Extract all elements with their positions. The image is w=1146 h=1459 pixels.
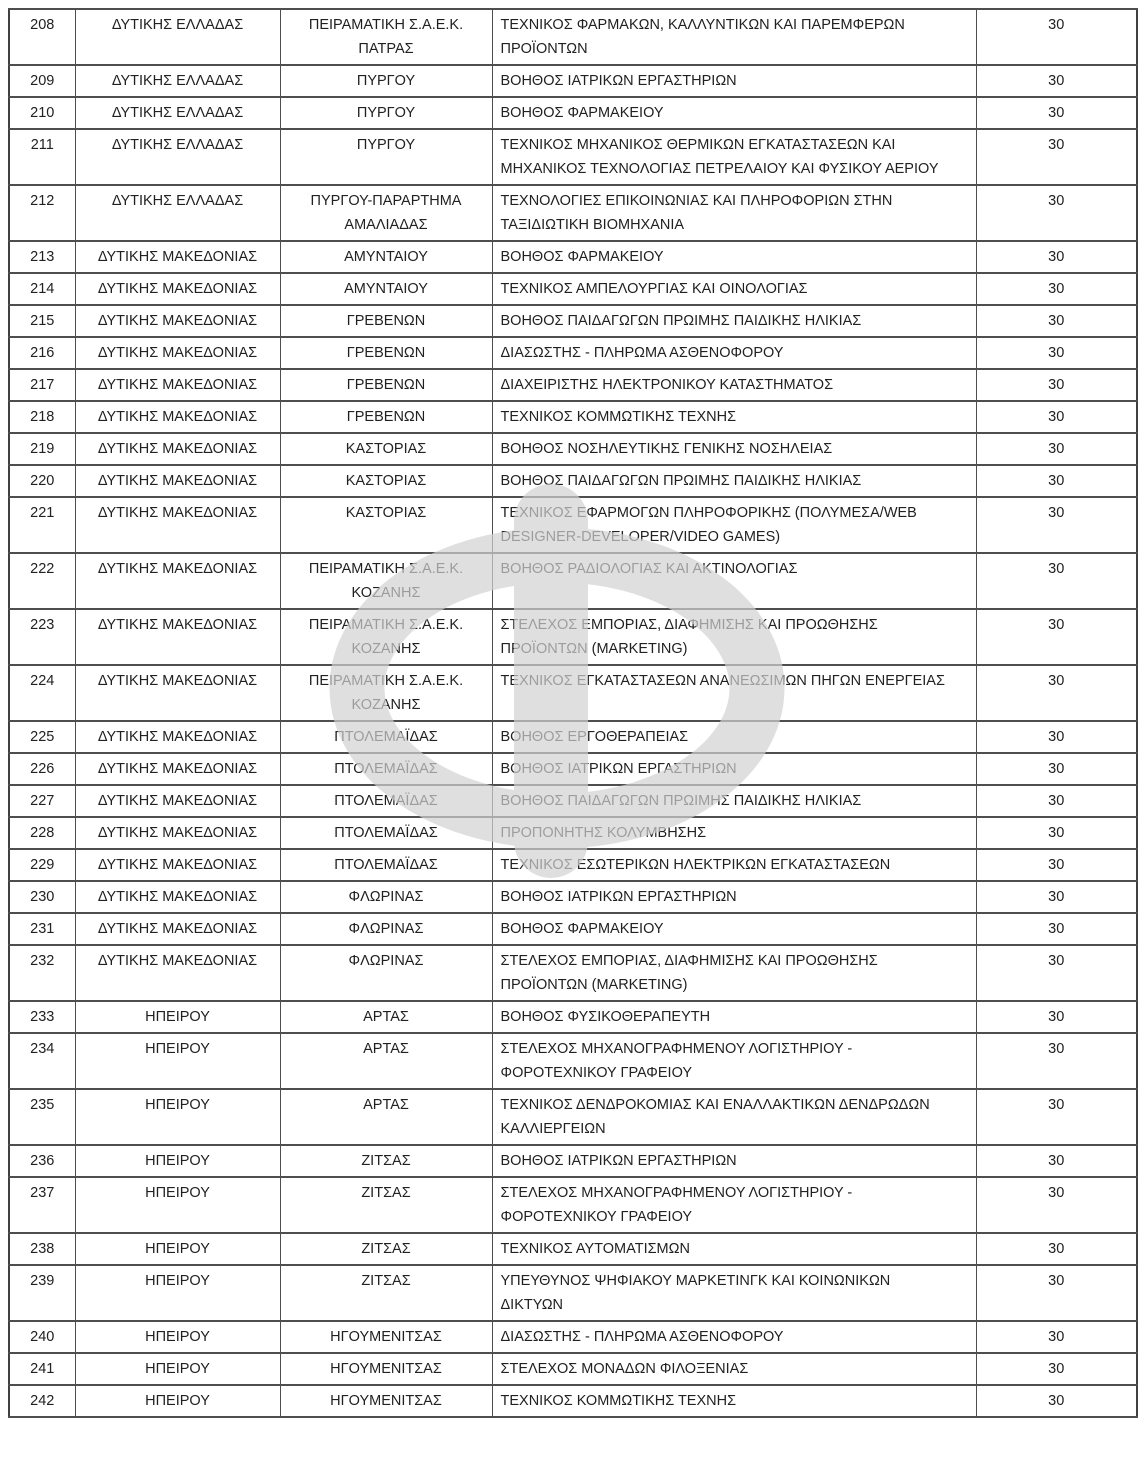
row-number-cell: 234 — [9, 1033, 75, 1089]
specialty-cell: ΤΕΧΝΙΚΟΣ ΕΦΑΡΜΟΓΩΝ ΠΛΗΡΟΦΟΡΙΚΗΣ (ΠΟΛΥΜΕΣΑ/WEB DESIGNER-DEVELOPER/VIDEO GAMES) — [492, 497, 976, 553]
specialty-cell: ΤΕΧΝΙΚΟΣ ΜΗΧΑΝΙΚΟΣ ΘΕΡΜΙΚΩΝ ΕΓΚΑΤΑΣΤΑΣΕΩΝ ΚΑΙ ΜΗΧΑΝΙΚΟΣ ΤΕΧΝΟΛΟΓΙΑΣ ΠΕΤΡΕΛΑΙΟΥ ΚΑΙ ΦΥΣΙΚΟΥ ΑΕΡΙΟΥ — [492, 129, 976, 185]
seats-cell: 30 — [976, 1033, 1137, 1089]
seats-cell: 30 — [976, 785, 1137, 817]
specialty-cell: ΤΕΧΝΙΚΟΣ ΔΕΝΔΡΟΚΟΜΙΑΣ ΚΑΙ ΕΝΑΛΛΑΚΤΙΚΩΝ ΔΕΝΔΡΩΔΩΝ ΚΑΛΛΙΕΡΓΕΙΩΝ — [492, 1089, 976, 1145]
row-number-cell: 241 — [9, 1353, 75, 1385]
training-unit-cell: ΠΤΟΛΕΜΑΪΔΑΣ — [280, 849, 492, 881]
region-cell: ΔΥΤΙΚΗΣ ΜΑΚΕΔΟΝΙΑΣ — [75, 849, 280, 881]
row-number-cell: 213 — [9, 241, 75, 273]
training-unit-cell: ΠΤΟΛΕΜΑΪΔΑΣ — [280, 721, 492, 753]
region-cell: ΔΥΤΙΚΗΣ ΜΑΚΕΔΟΝΙΑΣ — [75, 721, 280, 753]
specialty-cell: ΒΟΗΘΟΣ ΦΑΡΜΑΚΕΙΟΥ — [492, 241, 976, 273]
seats-cell: 30 — [976, 273, 1137, 305]
training-unit-cell: ΠΕΙΡΑΜΑΤΙΚΗ Σ.Α.Ε.Κ. ΚΟΖΑΝΗΣ — [280, 609, 492, 665]
seats-cell: 30 — [976, 817, 1137, 849]
training-unit-cell: ΖΙΤΣΑΣ — [280, 1265, 492, 1321]
training-unit-cell: ΑΡΤΑΣ — [280, 1089, 492, 1145]
saek-specialties-table — [8, 8, 1138, 1418]
training-unit-cell: ΠΕΙΡΑΜΑΤΙΚΗ Σ.Α.Ε.Κ. ΠΑΤΡΑΣ — [280, 9, 492, 65]
specialty-cell: ΔΙΑΧΕΙΡΙΣΤΗΣ ΗΛΕΚΤΡΟΝΙΚΟΥ ΚΑΤΑΣΤΗΜΑΤΟΣ — [492, 369, 976, 401]
specialty-cell: ΒΟΗΘΟΣ ΦΥΣΙΚΟΘΕΡΑΠΕΥΤΗ — [492, 1001, 976, 1033]
specialty-cell: ΣΤΕΛΕΧΟΣ ΜΗΧΑΝΟΓΡΑΦΗΜΕΝΟΥ ΛΟΓΙΣΤΗΡΙΟΥ - ΦΟΡΟΤΕΧΝΙΚΟΥ ΓΡΑΦΕΙΟΥ — [492, 1177, 976, 1233]
region-cell: ΗΠΕΙΡΟΥ — [75, 1233, 280, 1265]
row-number-cell: 214 — [9, 273, 75, 305]
row-number-cell: 221 — [9, 497, 75, 553]
row-number-cell: 232 — [9, 945, 75, 1001]
training-unit-cell: ΗΓΟΥΜΕΝΙΤΣΑΣ — [280, 1385, 492, 1417]
region-cell: ΔΥΤΙΚΗΣ ΜΑΚΕΔΟΝΙΑΣ — [75, 609, 280, 665]
table-body — [9, 9, 1137, 1417]
table-row — [9, 817, 1137, 849]
seats-cell: 30 — [976, 1385, 1137, 1417]
row-number-cell: 210 — [9, 97, 75, 129]
region-cell: ΔΥΤΙΚΗΣ ΜΑΚΕΔΟΝΙΑΣ — [75, 665, 280, 721]
row-number-cell: 235 — [9, 1089, 75, 1145]
region-cell: ΔΥΤΙΚΗΣ ΕΛΛΑΔΑΣ — [75, 185, 280, 241]
region-cell: ΔΥΤΙΚΗΣ ΜΑΚΕΔΟΝΙΑΣ — [75, 913, 280, 945]
specialty-cell: ΒΟΗΘΟΣ ΦΑΡΜΑΚΕΙΟΥ — [492, 913, 976, 945]
specialty-cell: ΤΕΧΝΙΚΟΣ ΕΓΚΑΤΑΣΤΑΣΕΩΝ ΑΝΑΝΕΩΣΙΜΩΝ ΠΗΓΩΝ ΕΝΕΡΓΕΙΑΣ — [492, 665, 976, 721]
table-row — [9, 1233, 1137, 1265]
table-row — [9, 1089, 1137, 1145]
training-unit-cell: ΑΡΤΑΣ — [280, 1001, 492, 1033]
specialty-cell: ΔΙΑΣΩΣΤΗΣ - ΠΛΗΡΩΜΑ ΑΣΘΕΝΟΦΟΡΟΥ — [492, 1321, 976, 1353]
training-unit-cell: ΖΙΤΣΑΣ — [280, 1145, 492, 1177]
row-number-cell: 236 — [9, 1145, 75, 1177]
seats-cell: 30 — [976, 497, 1137, 553]
table-row — [9, 65, 1137, 97]
row-number-cell: 223 — [9, 609, 75, 665]
row-number-cell: 209 — [9, 65, 75, 97]
row-number-cell: 212 — [9, 185, 75, 241]
training-unit-cell: ΓΡΕΒΕΝΩΝ — [280, 305, 492, 337]
training-unit-cell: ΗΓΟΥΜΕΝΙΤΣΑΣ — [280, 1321, 492, 1353]
table-row — [9, 1265, 1137, 1321]
row-number-cell: 233 — [9, 1001, 75, 1033]
row-number-cell: 230 — [9, 881, 75, 913]
specialty-cell: ΤΕΧΝΙΚΟΣ ΑΜΠΕΛΟΥΡΓΙΑΣ ΚΑΙ ΟΙΝΟΛΟΓΙΑΣ — [492, 273, 976, 305]
row-number-cell: 237 — [9, 1177, 75, 1233]
region-cell: ΔΥΤΙΚΗΣ ΜΑΚΕΔΟΝΙΑΣ — [75, 785, 280, 817]
specialty-cell: ΒΟΗΘΟΣ ΝΟΣΗΛΕΥΤΙΚΗΣ ΓΕΝΙΚΗΣ ΝΟΣΗΛΕΙΑΣ — [492, 433, 976, 465]
seats-cell: 30 — [976, 401, 1137, 433]
specialty-cell: ΤΕΧΝΙΚΟΣ ΕΣΩΤΕΡΙΚΩΝ ΗΛΕΚΤΡΙΚΩΝ ΕΓΚΑΤΑΣΤΑΣΕΩΝ — [492, 849, 976, 881]
region-cell: ΔΥΤΙΚΗΣ ΕΛΛΑΔΑΣ — [75, 65, 280, 97]
row-number-cell: 216 — [9, 337, 75, 369]
specialty-cell: ΒΟΗΘΟΣ ΙΑΤΡΙΚΩΝ ΕΡΓΑΣΤΗΡΙΩΝ — [492, 65, 976, 97]
region-cell: ΗΠΕΙΡΟΥ — [75, 1321, 280, 1353]
table-row — [9, 369, 1137, 401]
seats-cell: 30 — [976, 1353, 1137, 1385]
row-number-cell: 208 — [9, 9, 75, 65]
table-row — [9, 433, 1137, 465]
training-unit-cell: ΠΕΙΡΑΜΑΤΙΚΗ Σ.Α.Ε.Κ. ΚΟΖΑΝΗΣ — [280, 553, 492, 609]
row-number-cell: 239 — [9, 1265, 75, 1321]
specialty-cell: ΒΟΗΘΟΣ ΠΑΙΔΑΓΩΓΩΝ ΠΡΩΙΜΗΣ ΠΑΙΔΙΚΗΣ ΗΛΙΚΙΑΣ — [492, 305, 976, 337]
region-cell: ΗΠΕΙΡΟΥ — [75, 1145, 280, 1177]
training-unit-cell: ΚΑΣΤΟΡΙΑΣ — [280, 497, 492, 553]
table-row — [9, 337, 1137, 369]
seats-cell: 30 — [976, 337, 1137, 369]
training-unit-cell: ΓΡΕΒΕΝΩΝ — [280, 337, 492, 369]
seats-cell: 30 — [976, 1001, 1137, 1033]
region-cell: ΔΥΤΙΚΗΣ ΜΑΚΕΔΟΝΙΑΣ — [75, 753, 280, 785]
table-row — [9, 1353, 1137, 1385]
seats-cell: 30 — [976, 369, 1137, 401]
table-row — [9, 945, 1137, 1001]
seats-cell: 30 — [976, 849, 1137, 881]
training-unit-cell: ΑΜΥΝΤΑΙΟΥ — [280, 241, 492, 273]
training-unit-cell: ΠΤΟΛΕΜΑΪΔΑΣ — [280, 753, 492, 785]
seats-cell: 30 — [976, 129, 1137, 185]
table-row — [9, 465, 1137, 497]
specialty-cell: ΣΤΕΛΕΧΟΣ ΜΟΝΑΔΩΝ ΦΙΛΟΞΕΝΙΑΣ — [492, 1353, 976, 1385]
specialty-cell: ΤΕΧΝΙΚΟΣ ΚΟΜΜΩΤΙΚΗΣ ΤΕΧΝΗΣ — [492, 1385, 976, 1417]
seats-cell: 30 — [976, 665, 1137, 721]
specialty-cell: ΔΙΑΣΩΣΤΗΣ - ΠΛΗΡΩΜΑ ΑΣΘΕΝΟΦΟΡΟΥ — [492, 337, 976, 369]
seats-cell: 30 — [976, 1321, 1137, 1353]
row-number-cell: 218 — [9, 401, 75, 433]
region-cell: ΔΥΤΙΚΗΣ ΜΑΚΕΔΟΝΙΑΣ — [75, 817, 280, 849]
row-number-cell: 226 — [9, 753, 75, 785]
training-unit-cell: ΑΜΥΝΤΑΙΟΥ — [280, 273, 492, 305]
specialty-cell: ΤΕΧΝΙΚΟΣ ΦΑΡΜΑΚΩΝ, ΚΑΛΛΥΝΤΙΚΩΝ ΚΑΙ ΠΑΡΕΜΦΕΡΩΝ ΠΡΟΪΟΝΤΩΝ — [492, 9, 976, 65]
specialty-cell: ΒΟΗΘΟΣ ΠΑΙΔΑΓΩΓΩΝ ΠΡΩΙΜΗΣ ΠΑΙΔΙΚΗΣ ΗΛΙΚΙΑΣ — [492, 785, 976, 817]
specialty-cell: ΠΡΟΠΟΝΗΤΗΣ ΚΟΛΥΜΒΗΣΗΣ — [492, 817, 976, 849]
training-unit-cell: ΗΓΟΥΜΕΝΙΤΣΑΣ — [280, 1353, 492, 1385]
training-unit-cell: ΦΛΩΡΙΝΑΣ — [280, 881, 492, 913]
region-cell: ΔΥΤΙΚΗΣ ΜΑΚΕΔΟΝΙΑΣ — [75, 305, 280, 337]
table-row — [9, 753, 1137, 785]
region-cell: ΔΥΤΙΚΗΣ ΜΑΚΕΔΟΝΙΑΣ — [75, 553, 280, 609]
specialty-cell: ΒΟΗΘΟΣ ΙΑΤΡΙΚΩΝ ΕΡΓΑΣΤΗΡΙΩΝ — [492, 881, 976, 913]
region-cell: ΗΠΕΙΡΟΥ — [75, 1265, 280, 1321]
seats-cell: 30 — [976, 9, 1137, 65]
region-cell: ΔΥΤΙΚΗΣ ΜΑΚΕΔΟΝΙΑΣ — [75, 401, 280, 433]
row-number-cell: 229 — [9, 849, 75, 881]
table-row — [9, 1145, 1137, 1177]
training-unit-cell: ΓΡΕΒΕΝΩΝ — [280, 369, 492, 401]
table-row — [9, 1177, 1137, 1233]
training-unit-cell: ΠΥΡΓΟΥ — [280, 65, 492, 97]
table-row — [9, 609, 1137, 665]
specialty-cell: ΤΕΧΝΙΚΟΣ ΚΟΜΜΩΤΙΚΗΣ ΤΕΧΝΗΣ — [492, 401, 976, 433]
table-row — [9, 273, 1137, 305]
seats-cell: 30 — [976, 65, 1137, 97]
seats-cell: 30 — [976, 945, 1137, 1001]
region-cell: ΗΠΕΙΡΟΥ — [75, 1353, 280, 1385]
specialty-cell: ΒΟΗΘΟΣ ΙΑΤΡΙΚΩΝ ΕΡΓΑΣΤΗΡΙΩΝ — [492, 1145, 976, 1177]
specialty-cell: ΥΠΕΥΘΥΝΟΣ ΨΗΦΙΑΚΟΥ ΜΑΡΚΕΤΙΝΓΚ ΚΑΙ ΚΟΙΝΩΝΙΚΩΝ ΔΙΚΤΥΩΝ — [492, 1265, 976, 1321]
seats-cell: 30 — [976, 721, 1137, 753]
table-row — [9, 1385, 1137, 1417]
training-unit-cell: ΠΥΡΓΟΥ — [280, 97, 492, 129]
region-cell: ΗΠΕΙΡΟΥ — [75, 1385, 280, 1417]
table-row — [9, 97, 1137, 129]
table-row — [9, 241, 1137, 273]
table-row — [9, 785, 1137, 817]
training-unit-cell: ΠΥΡΓΟΥ — [280, 129, 492, 185]
specialty-cell: ΒΟΗΘΟΣ ΙΑΤΡΙΚΩΝ ΕΡΓΑΣΤΗΡΙΩΝ — [492, 753, 976, 785]
table-row — [9, 185, 1137, 241]
row-number-cell: 238 — [9, 1233, 75, 1265]
training-unit-cell: ΠΥΡΓΟΥ-ΠΑΡΑΡΤΗΜΑ ΑΜΑΛΙΑΔΑΣ — [280, 185, 492, 241]
training-unit-cell: ΦΛΩΡΙΝΑΣ — [280, 913, 492, 945]
row-number-cell: 220 — [9, 465, 75, 497]
training-unit-cell: ΓΡΕΒΕΝΩΝ — [280, 401, 492, 433]
row-number-cell: 222 — [9, 553, 75, 609]
seats-cell: 30 — [976, 753, 1137, 785]
table-row — [9, 305, 1137, 337]
region-cell: ΔΥΤΙΚΗΣ ΜΑΚΕΔΟΝΙΑΣ — [75, 241, 280, 273]
region-cell: ΔΥΤΙΚΗΣ ΕΛΛΑΔΑΣ — [75, 9, 280, 65]
row-number-cell: 215 — [9, 305, 75, 337]
specialty-cell: ΣΤΕΛΕΧΟΣ ΕΜΠΟΡΙΑΣ, ΔΙΑΦΗΜΙΣΗΣ ΚΑΙ ΠΡΟΩΘΗΣΗΣ ΠΡΟΪΟΝΤΩΝ (MARKETING) — [492, 609, 976, 665]
row-number-cell: 211 — [9, 129, 75, 185]
training-unit-cell: ΠΤΟΛΕΜΑΪΔΑΣ — [280, 785, 492, 817]
table-row — [9, 913, 1137, 945]
row-number-cell: 242 — [9, 1385, 75, 1417]
row-number-cell: 240 — [9, 1321, 75, 1353]
table-row — [9, 1321, 1137, 1353]
training-unit-cell: ΚΑΣΤΟΡΙΑΣ — [280, 433, 492, 465]
table-row — [9, 721, 1137, 753]
specialty-cell: ΒΟΗΘΟΣ ΦΑΡΜΑΚΕΙΟΥ — [492, 97, 976, 129]
region-cell: ΔΥΤΙΚΗΣ ΜΑΚΕΔΟΝΙΑΣ — [75, 945, 280, 1001]
specialty-cell: ΤΕΧΝΟΛΟΓΙΕΣ ΕΠΙΚΟΙΝΩΝΙΑΣ ΚΑΙ ΠΛΗΡΟΦΟΡΙΩΝ ΣΤΗΝ ΤΑΞΙΔΙΩΤΙΚΗ ΒΙΟΜΗΧΑΝΙΑ — [492, 185, 976, 241]
row-number-cell: 225 — [9, 721, 75, 753]
specialty-cell: ΣΤΕΛΕΧΟΣ ΕΜΠΟΡΙΑΣ, ΔΙΑΦΗΜΙΣΗΣ ΚΑΙ ΠΡΟΩΘΗΣΗΣ ΠΡΟΪΟΝΤΩΝ (MARKETING) — [492, 945, 976, 1001]
row-number-cell: 217 — [9, 369, 75, 401]
seats-cell: 30 — [976, 241, 1137, 273]
region-cell: ΔΥΤΙΚΗΣ ΜΑΚΕΔΟΝΙΑΣ — [75, 273, 280, 305]
table-row — [9, 1033, 1137, 1089]
seats-cell: 30 — [976, 553, 1137, 609]
seats-cell: 30 — [976, 1233, 1137, 1265]
seats-cell: 30 — [976, 881, 1137, 913]
seats-cell: 30 — [976, 1145, 1137, 1177]
region-cell: ΗΠΕΙΡΟΥ — [75, 1033, 280, 1089]
row-number-cell: 219 — [9, 433, 75, 465]
seats-cell: 30 — [976, 913, 1137, 945]
region-cell: ΗΠΕΙΡΟΥ — [75, 1089, 280, 1145]
row-number-cell: 231 — [9, 913, 75, 945]
table-row — [9, 553, 1137, 609]
table-row — [9, 129, 1137, 185]
region-cell: ΗΠΕΙΡΟΥ — [75, 1177, 280, 1233]
specialty-cell: ΒΟΗΘΟΣ ΡΑΔΙΟΛΟΓΙΑΣ ΚΑΙ ΑΚΤΙΝΟΛΟΓΙΑΣ — [492, 553, 976, 609]
region-cell: ΔΥΤΙΚΗΣ ΜΑΚΕΔΟΝΙΑΣ — [75, 433, 280, 465]
seats-cell: 30 — [976, 185, 1137, 241]
row-number-cell: 224 — [9, 665, 75, 721]
training-unit-cell: ΦΛΩΡΙΝΑΣ — [280, 945, 492, 1001]
seats-cell: 30 — [976, 1177, 1137, 1233]
seats-cell: 30 — [976, 465, 1137, 497]
region-cell: ΔΥΤΙΚΗΣ ΜΑΚΕΔΟΝΙΑΣ — [75, 497, 280, 553]
table-row — [9, 881, 1137, 913]
training-unit-cell: ΑΡΤΑΣ — [280, 1033, 492, 1089]
seats-cell: 30 — [976, 609, 1137, 665]
region-cell: ΔΥΤΙΚΗΣ ΜΑΚΕΔΟΝΙΑΣ — [75, 465, 280, 497]
specialty-cell: ΒΟΗΘΟΣ ΕΡΓΟΘΕΡΑΠΕΙΑΣ — [492, 721, 976, 753]
row-number-cell: 227 — [9, 785, 75, 817]
specialty-cell: ΒΟΗΘΟΣ ΠΑΙΔΑΓΩΓΩΝ ΠΡΩΙΜΗΣ ΠΑΙΔΙΚΗΣ ΗΛΙΚΙΑΣ — [492, 465, 976, 497]
region-cell: ΔΥΤΙΚΗΣ ΜΑΚΕΔΟΝΙΑΣ — [75, 369, 280, 401]
region-cell: ΔΥΤΙΚΗΣ ΕΛΛΑΔΑΣ — [75, 97, 280, 129]
training-unit-cell: ΠΤΟΛΕΜΑΪΔΑΣ — [280, 817, 492, 849]
row-number-cell: 228 — [9, 817, 75, 849]
seats-cell: 30 — [976, 1089, 1137, 1145]
training-unit-cell: ΖΙΤΣΑΣ — [280, 1177, 492, 1233]
region-cell: ΗΠΕΙΡΟΥ — [75, 1001, 280, 1033]
region-cell: ΔΥΤΙΚΗΣ ΜΑΚΕΔΟΝΙΑΣ — [75, 881, 280, 913]
specialty-cell: ΣΤΕΛΕΧΟΣ ΜΗΧΑΝΟΓΡΑΦΗΜΕΝΟΥ ΛΟΓΙΣΤΗΡΙΟΥ - ΦΟΡΟΤΕΧΝΙΚΟΥ ΓΡΑΦΕΙΟΥ — [492, 1033, 976, 1089]
table-row — [9, 1001, 1137, 1033]
table-row — [9, 665, 1137, 721]
training-unit-cell: ΠΕΙΡΑΜΑΤΙΚΗ Σ.Α.Ε.Κ. ΚΟΖΑΝΗΣ — [280, 665, 492, 721]
training-unit-cell: ΚΑΣΤΟΡΙΑΣ — [280, 465, 492, 497]
table-row — [9, 497, 1137, 553]
seats-cell: 30 — [976, 433, 1137, 465]
specialty-cell: ΤΕΧΝΙΚΟΣ ΑΥΤΟΜΑΤΙΣΜΩΝ — [492, 1233, 976, 1265]
table-row — [9, 9, 1137, 65]
table-row — [9, 849, 1137, 881]
region-cell: ΔΥΤΙΚΗΣ ΜΑΚΕΔΟΝΙΑΣ — [75, 337, 280, 369]
region-cell: ΔΥΤΙΚΗΣ ΕΛΛΑΔΑΣ — [75, 129, 280, 185]
seats-cell: 30 — [976, 1265, 1137, 1321]
table-row — [9, 401, 1137, 433]
seats-cell: 30 — [976, 305, 1137, 337]
training-unit-cell: ΖΙΤΣΑΣ — [280, 1233, 492, 1265]
seats-cell: 30 — [976, 97, 1137, 129]
